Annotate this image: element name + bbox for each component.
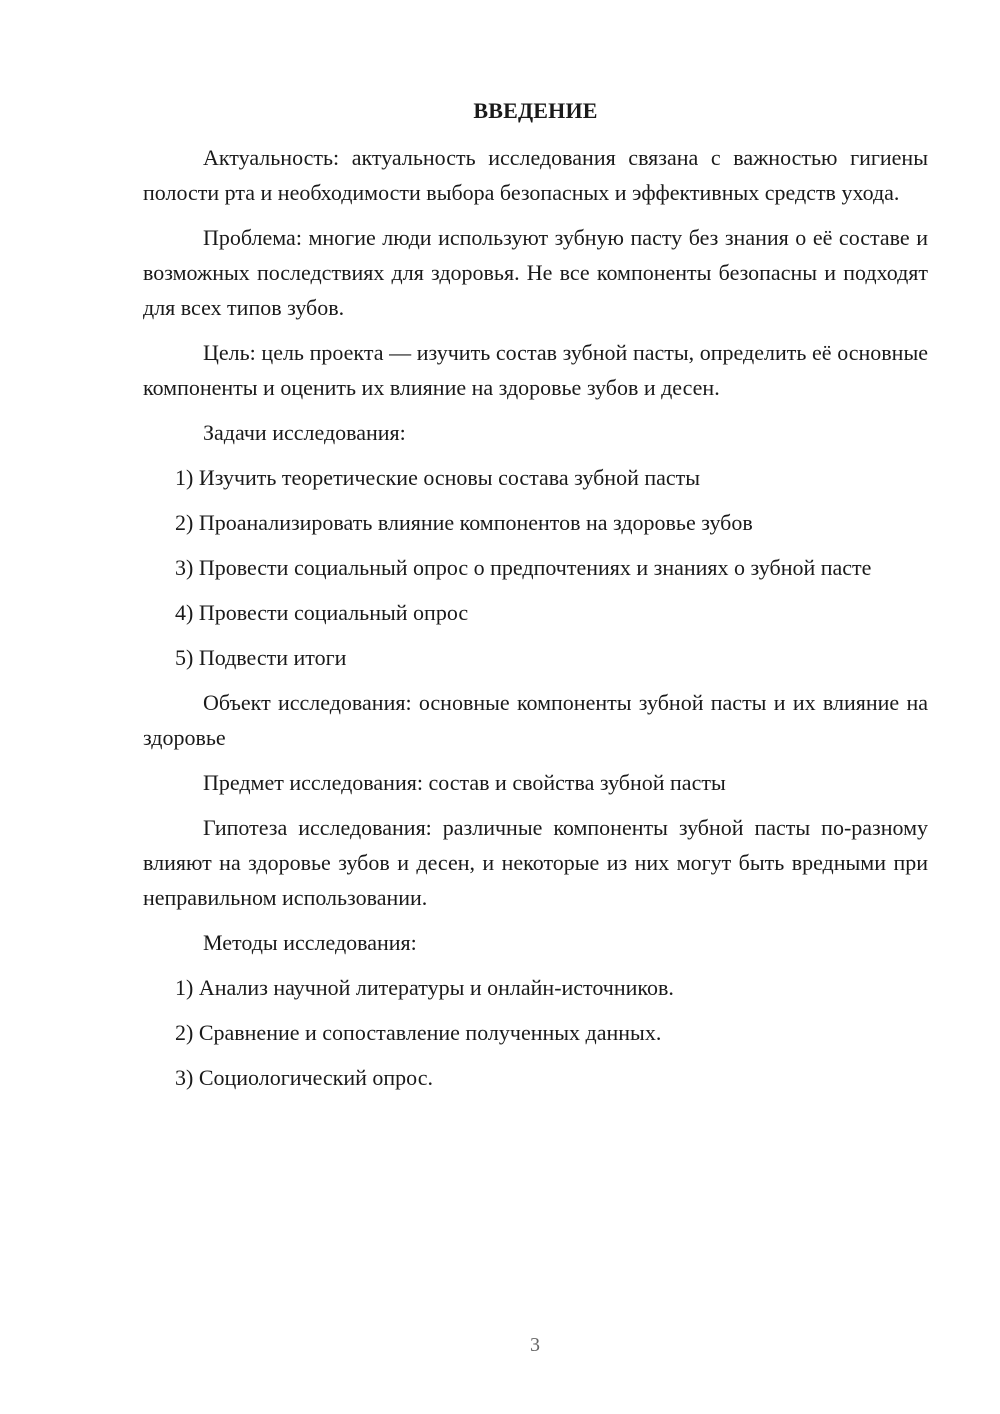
method-item: 1) Анализ научной литературы и онлайн-источников. (175, 975, 674, 1000)
page-content (143, 97, 928, 1105)
problem-paragraph: Проблема: многие люди используют зубную пасту без знания о её составе и возможных последствиях для здоровья. Не все компоненты безопасны и подходят для всех типов зубов. (143, 225, 928, 320)
task-item: 2) Проанализировать влияние компонентов на здоровье зубов (175, 510, 753, 535)
relevance-paragraph: Актуальность: актуальность исследования связана с важностью гигиены полости рта и необходимости выбора безопасных и эффективных средств ухода. (143, 145, 928, 205)
page-number: 3 (530, 1334, 540, 1356)
subject-paragraph: Предмет исследования: состав и свойства зубной пасты (203, 770, 726, 795)
methods-title: Методы исследования: (203, 930, 417, 955)
object-paragraph: Объект исследования: основные компоненты зубной пасты и их влияние на здоровье (143, 690, 928, 750)
task-item: 4) Провести социальный опрос (175, 600, 469, 625)
task-item: 5) Подвести итоги (175, 645, 347, 670)
hypothesis-paragraph: Гипотеза исследования: различные компоненты зубной пасты по-разному влияют на здоровье зубов и десен, и некоторые из них могут быть вредными при неправильном использовании. (143, 815, 928, 910)
section-heading: ВВЕДЕНИЕ (473, 98, 598, 123)
task-item: 3) Провести социальный опрос о предпочтениях и знаниях о зубной пасте (175, 555, 872, 580)
method-item: 2) Сравнение и сопоставление полученных данных. (175, 1020, 662, 1045)
task-item: 1) Изучить теоретические основы состава зубной пасты (175, 465, 701, 490)
goal-paragraph: Цель: цель проекта — изучить состав зубной пасты, определить её основные компоненты и оценить их влияние на здоровье зубов и десен. (143, 340, 928, 400)
method-item: 3) Социологический опрос. (175, 1065, 433, 1090)
tasks-title: Задачи исследования: (203, 420, 406, 445)
